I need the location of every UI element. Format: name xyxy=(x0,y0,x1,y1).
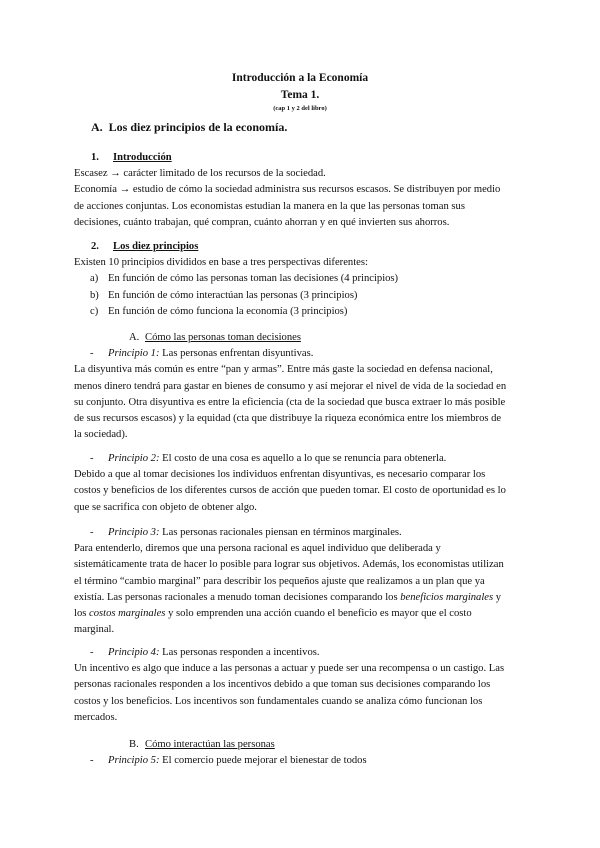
principle-4-label: Principio 4: xyxy=(108,647,160,658)
text-run: los xyxy=(74,608,90,620)
paragraph-line: personas racionales responden a los incentivos debido a que toman sus decisiones comparando los xyxy=(74,679,491,691)
paragraph-line: sistemáticamente trata de hacer lo posible para lograr sus objetivos. Además, los economistas utilizan xyxy=(74,559,504,571)
principle-2-label: Principio 2: xyxy=(108,453,160,464)
subsection-b-heading xyxy=(74,737,534,753)
paragraph-line: la sociedad). xyxy=(74,429,128,441)
text-run: y solo emprenden una acción cuando el beneficio es mayor que el costo xyxy=(165,608,472,620)
italic-term: beneficios marginales xyxy=(400,591,494,603)
subsection-b-title: Cómo interactúan las personas xyxy=(145,739,275,750)
document-title: Introducción a la Economía xyxy=(231,72,369,84)
paragraph-line: marginal. xyxy=(74,624,115,636)
paragraph-line: Escasez → carácter limitado de los recursos de la sociedad. xyxy=(74,168,326,180)
principle-2 xyxy=(74,451,534,516)
paragraph-line: costos y los beneficios. Los incentivos son fundamentales cuando se analiza cómo funcionan los xyxy=(74,695,483,707)
list-marker: b) xyxy=(90,289,99,301)
list-marker: a) xyxy=(90,273,99,285)
section-a-label: A. xyxy=(91,120,103,134)
paragraph-line: Economía → estudio de cómo la sociedad administra sus recursos escasos. Se distribuyen por medio xyxy=(74,184,501,196)
section-1-number: 1. xyxy=(91,152,99,163)
paragraph-line: La disyuntiva más común es entre “pan y armas”. Entre más gaste la sociedad en defensa nacional, xyxy=(74,364,493,376)
principle-1-label: Principio 1: xyxy=(108,348,160,360)
paragraph-line: Para entenderlo, diremos que una persona racional es aquel individuo que deliberada y xyxy=(74,543,441,555)
list-marker: c) xyxy=(90,305,99,317)
text-run: y xyxy=(493,591,502,603)
section-a-heading xyxy=(91,120,287,135)
document-subtitle: Tema 1. xyxy=(280,89,320,101)
section-2-number: 2. xyxy=(91,241,99,252)
principle-1-heading xyxy=(74,346,534,362)
paragraph-line: Un incentivo es algo que induce a las personas a actuar y puede ser una recompensa o un castigo. Las xyxy=(74,663,505,675)
paragraph-line: mercados. xyxy=(74,711,118,723)
dash-marker: - xyxy=(90,647,94,658)
principle-5-heading xyxy=(74,753,534,769)
paragraph-line: menos dinero tendrá para gastar en bienes de consumo y así mejorar el nivel de vida de la sociedad en xyxy=(74,380,507,392)
principle-4-heading xyxy=(74,645,534,661)
list-text: En función de cómo funciona la economía (3 principios) xyxy=(108,305,348,317)
dash-marker: - xyxy=(90,453,94,464)
paragraph-line: su conjunto. Otra disyuntiva es entre la eficiencia (cta de la sociedad que busca extraer lo más posible xyxy=(74,396,506,408)
principle-2-statement: El costo de una cosa es aquello a lo que se renuncia para obtenerla. xyxy=(159,453,447,464)
subsection-a xyxy=(74,330,534,443)
principle-4 xyxy=(74,645,534,726)
section-2-intro: Existen 10 principios divididos en base a tres perspectivas diferentes: xyxy=(74,257,368,269)
section-2-heading xyxy=(74,239,534,255)
paragraph-line: de sus recursos escasos) y la equidad (cta que distribuye la riqueza económica entre los miembros de xyxy=(74,413,502,425)
principle-3 xyxy=(74,525,534,638)
text-run: existía. Las personas racionales a menudo toman decisiones comparando los xyxy=(74,591,401,603)
principle-1-statement: Las personas enfrentan disyuntivas. xyxy=(159,348,314,360)
paragraph-line: de acciones conjuntas. Los economistas estudian la manera en la que las personas toman sus xyxy=(74,200,465,212)
dash-marker: - xyxy=(90,348,94,360)
italic-term: costos marginales xyxy=(89,608,166,620)
list-item xyxy=(74,288,534,304)
subsection-b xyxy=(74,737,534,769)
section-1-title: Introducción xyxy=(113,152,172,163)
paragraph-line xyxy=(74,590,534,606)
paragraph-line: decisiones, cuánto trabajan, qué compran, cuánto ahorran y en qué invierten sus ahorros. xyxy=(74,216,450,228)
subsection-a-title: Cómo las personas toman decisiones xyxy=(145,332,301,343)
paragraph-line: el término “cambio marginal” para describir los pequeños ajuste que realizamos a un plan que ya xyxy=(74,575,485,587)
principle-3-heading xyxy=(74,525,534,541)
dash-marker: - xyxy=(90,527,94,538)
paragraph-line xyxy=(74,606,534,622)
principle-5-label: Principio 5: xyxy=(108,755,160,767)
section-1-heading xyxy=(74,150,534,166)
subsection-a-heading xyxy=(74,330,534,346)
principle-2-heading xyxy=(74,451,534,467)
chapter-note: (cap 1 y 2 del libro) xyxy=(273,105,327,112)
section-1 xyxy=(74,150,534,231)
list-item xyxy=(74,304,534,320)
subsection-a-label: A. xyxy=(129,332,140,343)
list-item xyxy=(74,271,534,287)
principle-3-label: Principio 3: xyxy=(108,527,160,538)
subsection-b-label: B. xyxy=(129,739,139,750)
paragraph-line: Debido a que al tomar decisiones los individuos enfrentan disyuntivas, es necesario comparar los xyxy=(74,469,486,481)
section-a-title: Los diez principios de la economía. xyxy=(108,120,288,134)
section-2-title: Los diez principios xyxy=(113,241,199,252)
section-2 xyxy=(74,239,534,320)
list-text: En función de cómo interactúan las personas (3 principios) xyxy=(108,289,358,301)
principle-5-statement: El comercio puede mejorar el bienestar de todos xyxy=(159,755,367,767)
principle-3-statement: Las personas racionales piensan en términos marginales. xyxy=(159,527,402,538)
list-text: En función de cómo las personas toman las decisiones (4 principios) xyxy=(108,273,399,285)
principle-4-statement: Las personas responden a incentivos. xyxy=(159,647,320,658)
paragraph-line: costos y beneficios de los diferentes cursos de acción que pueden tomar. El costo de oportunidad es lo xyxy=(74,485,506,497)
paragraph-line: que se sacrifica con objeto de obtener algo. xyxy=(74,501,257,513)
dash-marker: - xyxy=(90,755,94,767)
